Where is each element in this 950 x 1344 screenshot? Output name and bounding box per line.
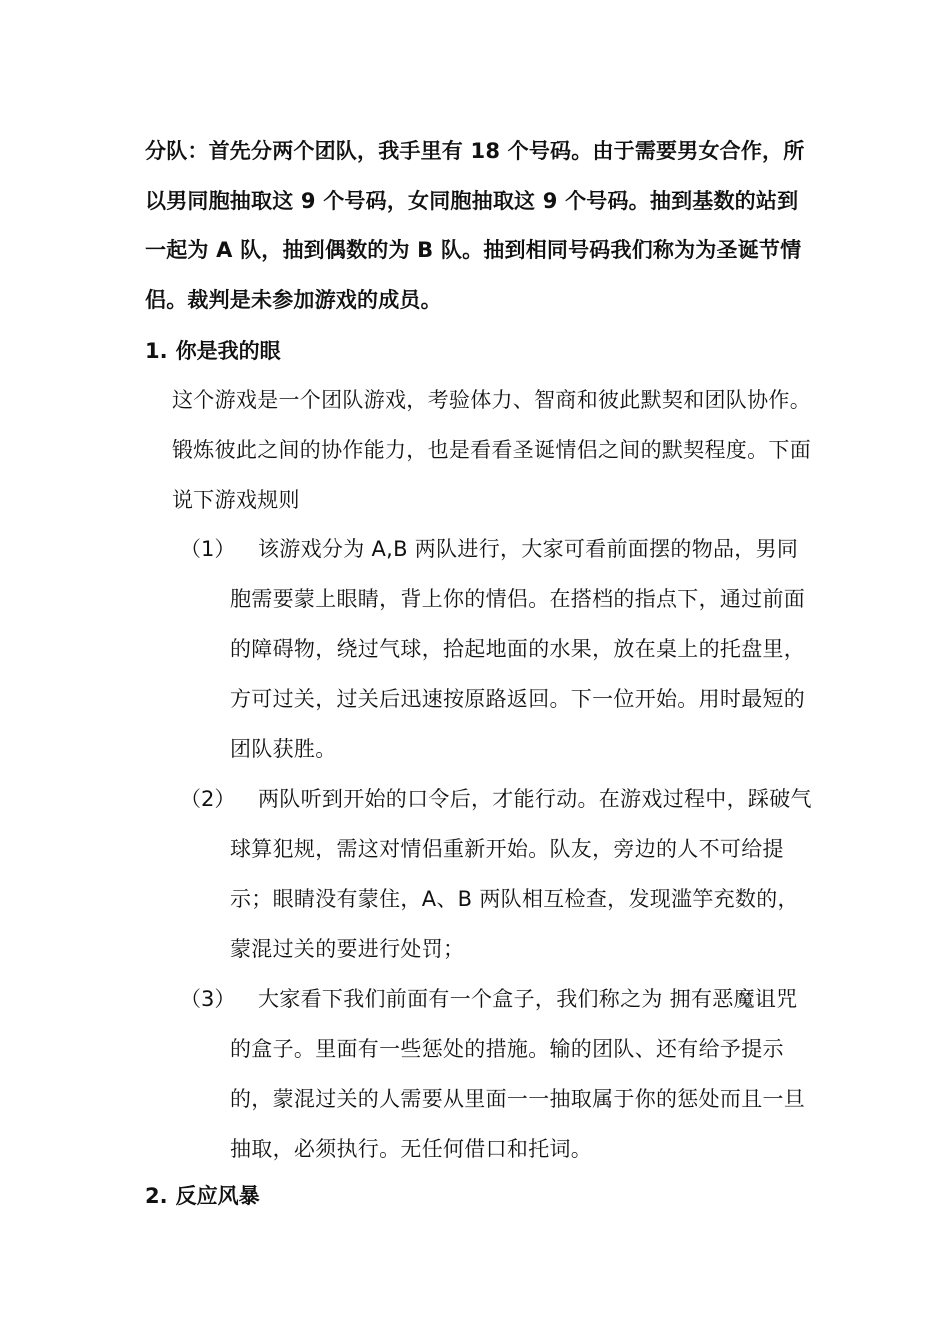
- section-paragraph: 这个游戏是一个团队游戏，考验体力、智商和彼此默契和团队协作。锻炼彼此之间的协作能力，也是看看圣诞情侣之间的默契程度。下面说下游戏规则: [172, 388, 811, 512]
- list-marker: （1）: [180, 537, 236, 561]
- list-item-text: 大家看下我们前面有一个盒子，我们称之为 拥有恶魔诅咒的盒子。里面有一些惩处的措施。输的团队、还有给予提示的，蒙混过关的人需要从里面一一抽取属于你的惩处而且一旦抽取，必须执行。无任何借口和托词。: [230, 987, 806, 1161]
- list-item-text: 该游戏分为 A,B 两队进行，大家可看前面摆的物品，男同胞需要蒙上眼睛，背上你的情侣。在搭档的指点下，通过前面的障碍物，绕过气球，拾起地面的水果，放在桌上的托盘里，方可过关，过关后迅速按原路返回。下一位开始。用时最短的团队获胜。: [230, 537, 806, 761]
- list-item: [180, 974, 812, 1174]
- list-item: [180, 524, 812, 774]
- section-number: 2.: [145, 1184, 168, 1208]
- list-item-text: 两队听到开始的口令后，才能行动。在游戏过程中，踩破气球算犯规，需这对情侣重新开始。队友，旁边的人不可给提示；眼睛没有蒙住，A、B 两队相互检查，发现滥竽充数的，蒙混过关的要进行处罚；: [230, 787, 812, 961]
- section-heading-2: [145, 1181, 260, 1211]
- intro-paragraph: 分队：首先分两个团队，我手里有 18 个号码。由于需要男女合作，所以男同胞抽取这 9 个号码，女同胞抽取这 9 个号码。抽到基数的站到一起为 A 队，抽到偶数的为 B 队。抽到相同号码我们称为为圣诞节情侣。裁判是未参加游戏的成员。: [145, 139, 805, 312]
- list-item: [180, 774, 812, 974]
- section-number: 1.: [145, 339, 168, 363]
- list-marker: （3）: [180, 987, 236, 1011]
- section-title: 你是我的眼: [175, 339, 281, 363]
- section-title: 反应风暴: [175, 1184, 260, 1208]
- section-heading-1: [145, 336, 281, 366]
- list-marker: （2）: [180, 787, 236, 811]
